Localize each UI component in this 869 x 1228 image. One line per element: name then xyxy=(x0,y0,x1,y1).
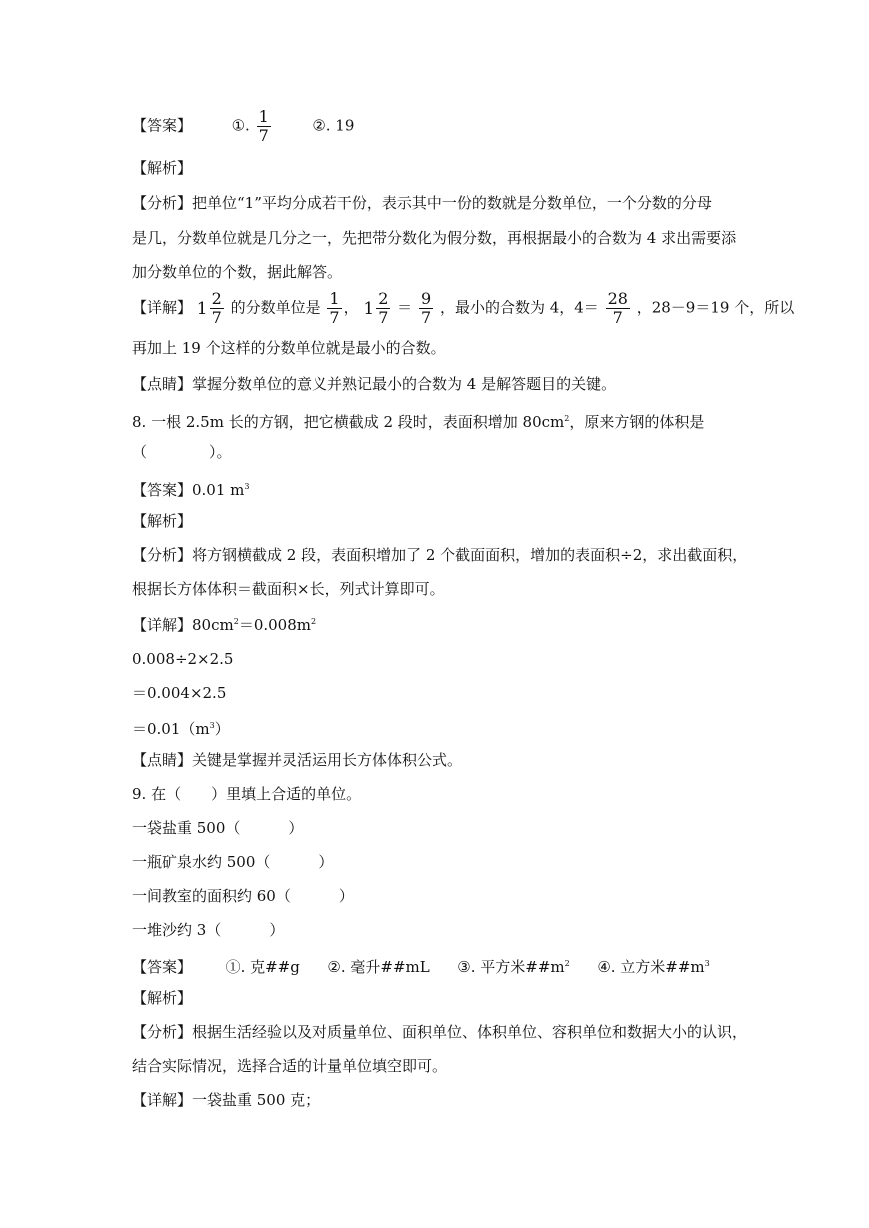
key-point: 【点睛】掌握分数单位的意义并熟记最小的合数为 4 是解答题目的关键。 xyxy=(132,375,617,393)
blank-close: ） xyxy=(338,887,354,905)
section-jiexi: 【解析】 xyxy=(132,159,193,177)
answer-option-1-prefix: ①. xyxy=(231,116,250,135)
superscript: 2 xyxy=(233,617,239,626)
fill-item-3 xyxy=(132,886,354,906)
answer-option-3: ③. 平方米##m xyxy=(457,958,565,976)
mixed-whole: 1 xyxy=(363,298,375,319)
fraction-numerator: 2 xyxy=(211,289,222,308)
answer-option-2: ②. 毫升##mL xyxy=(327,958,430,976)
item-text: 一袋盐重 500（ xyxy=(132,819,241,837)
blank-close: ） xyxy=(318,853,334,871)
analysis-line-2: 根据长方体体积＝截面积×长，列式计算即可。 xyxy=(132,580,445,598)
fraction-numerator: 1 xyxy=(258,107,269,126)
analysis-line-3: 加分数单位的个数，据此解答。 xyxy=(132,263,343,281)
analysis-line-2: 是几，分数单位就是几分之一，先把带分数化为假分数，再根据最小的合数为 4 求出需要添 xyxy=(132,229,737,247)
answer-option-1-fraction xyxy=(257,108,271,145)
superscript: 2 xyxy=(564,959,570,968)
detail-line xyxy=(132,612,316,635)
blank-open: （ xyxy=(132,443,148,461)
calc-step-3 xyxy=(132,716,230,739)
equals-sign: ＝ xyxy=(397,298,413,317)
answer-option-4: ④. 立方米##m xyxy=(597,958,705,976)
answer-text: 【答案】0.01 m xyxy=(132,481,245,499)
detail-text: ，最小的合数为 4，4＝ xyxy=(439,298,599,317)
detail-text: ，28－9＝19 个，所以 xyxy=(636,298,795,317)
answer-option-1: ①. 克##g xyxy=(225,958,300,976)
fraction-denominator: 7 xyxy=(258,126,269,145)
detail-line-2: 再加上 19 个这样的分数单位就是最小的合数。 xyxy=(132,339,446,357)
item-text: 一堆沙约 3（ xyxy=(132,921,222,939)
fraction-denominator: 7 xyxy=(420,308,432,327)
superscript: 2 xyxy=(564,414,570,423)
comma: ， xyxy=(343,298,359,317)
unit-fraction xyxy=(327,290,341,327)
fraction-numerator: 28 xyxy=(607,289,628,308)
fraction-denominator: 7 xyxy=(378,308,389,327)
item-text: 一瓶矿泉水约 500（ xyxy=(132,853,271,871)
calc-text: ） xyxy=(214,720,230,738)
answer-label: 【答案】 xyxy=(132,116,193,135)
superscript: 3 xyxy=(704,959,710,968)
detail-line: 【详解】一袋盐重 500 克； xyxy=(132,1091,321,1109)
fill-item-4 xyxy=(132,920,284,940)
section-jiexi: 【解析】 xyxy=(132,512,193,530)
fraction-numerator: 9 xyxy=(420,289,432,308)
blank-close: ） xyxy=(269,921,285,939)
blank-close: ）。 xyxy=(209,443,232,461)
superscript: 3 xyxy=(244,482,250,491)
question-8-line-1 xyxy=(132,409,704,432)
fraction-denominator: 7 xyxy=(612,308,623,327)
question-9: 9. 在（ ）里填上合适的单位。 xyxy=(132,785,362,803)
fill-item-2 xyxy=(132,852,333,872)
key-point: 【点睛】关键是掌握并灵活运用长方体体积公式。 xyxy=(132,751,463,769)
improper-fraction xyxy=(419,290,433,327)
fraction-denominator: 7 xyxy=(211,308,222,327)
detail-line-1 xyxy=(132,290,794,327)
fraction-denominator: 7 xyxy=(329,308,340,327)
question-8-line-2 xyxy=(132,442,232,462)
fraction-numerator: 1 xyxy=(329,289,340,308)
calc-text: ＝0.01（m xyxy=(132,720,210,738)
answer-line xyxy=(132,477,249,500)
analysis-line-1: 【分析】把单位“1”平均分成若干份，表示其中一份的数就是分数单位，一个分数的分母 xyxy=(132,194,712,212)
analysis-line-2: 结合实际情况，选择合适的计量单位填空即可。 xyxy=(132,1057,448,1075)
item-text: 一间教室的面积约 60（ xyxy=(132,887,291,905)
calc-step-2: ＝0.004×2.5 xyxy=(132,684,227,702)
mixed-whole: 1 xyxy=(196,298,208,319)
answer-line xyxy=(132,954,710,977)
analysis-line-1: 【分析】根据生活经验以及对质量单位、面积单位、体积单位、容积单位和数据大小的认识， xyxy=(132,1023,748,1041)
question-text: ，原来方钢的体积是 xyxy=(569,413,705,431)
analysis-line-1: 【分析】将方钢横截成 2 段，表面积增加了 2 个截面面积，增加的表面积÷2，求出截面积， xyxy=(132,546,748,564)
answer-label: 【答案】 xyxy=(132,958,193,976)
superscript: 3 xyxy=(209,721,215,730)
detail-label: 【详解】 xyxy=(132,298,193,317)
section-jiexi: 【解析】 xyxy=(132,989,193,1007)
calc-step-1: 0.008÷2×2.5 xyxy=(132,650,234,668)
fraction-numerator: 2 xyxy=(378,289,389,308)
mixed-fraction xyxy=(210,290,224,327)
question-text: 8. 一根 2.5m 长的方钢，把它横截成 2 段时，表面积增加 80cm xyxy=(132,413,565,431)
composite-fraction xyxy=(606,290,630,327)
detail-text: 【详解】80cm xyxy=(132,616,234,634)
mixed-fraction xyxy=(376,290,390,327)
superscript: 2 xyxy=(310,617,317,626)
blank-close: ） xyxy=(288,819,304,837)
answer-option-2: ②. 19 xyxy=(312,116,355,135)
detail-text: ＝0.008m xyxy=(238,616,311,634)
q7-answer-line xyxy=(132,108,354,145)
fill-item-1 xyxy=(132,818,303,838)
detail-text: 的分数单位是 xyxy=(230,298,321,317)
